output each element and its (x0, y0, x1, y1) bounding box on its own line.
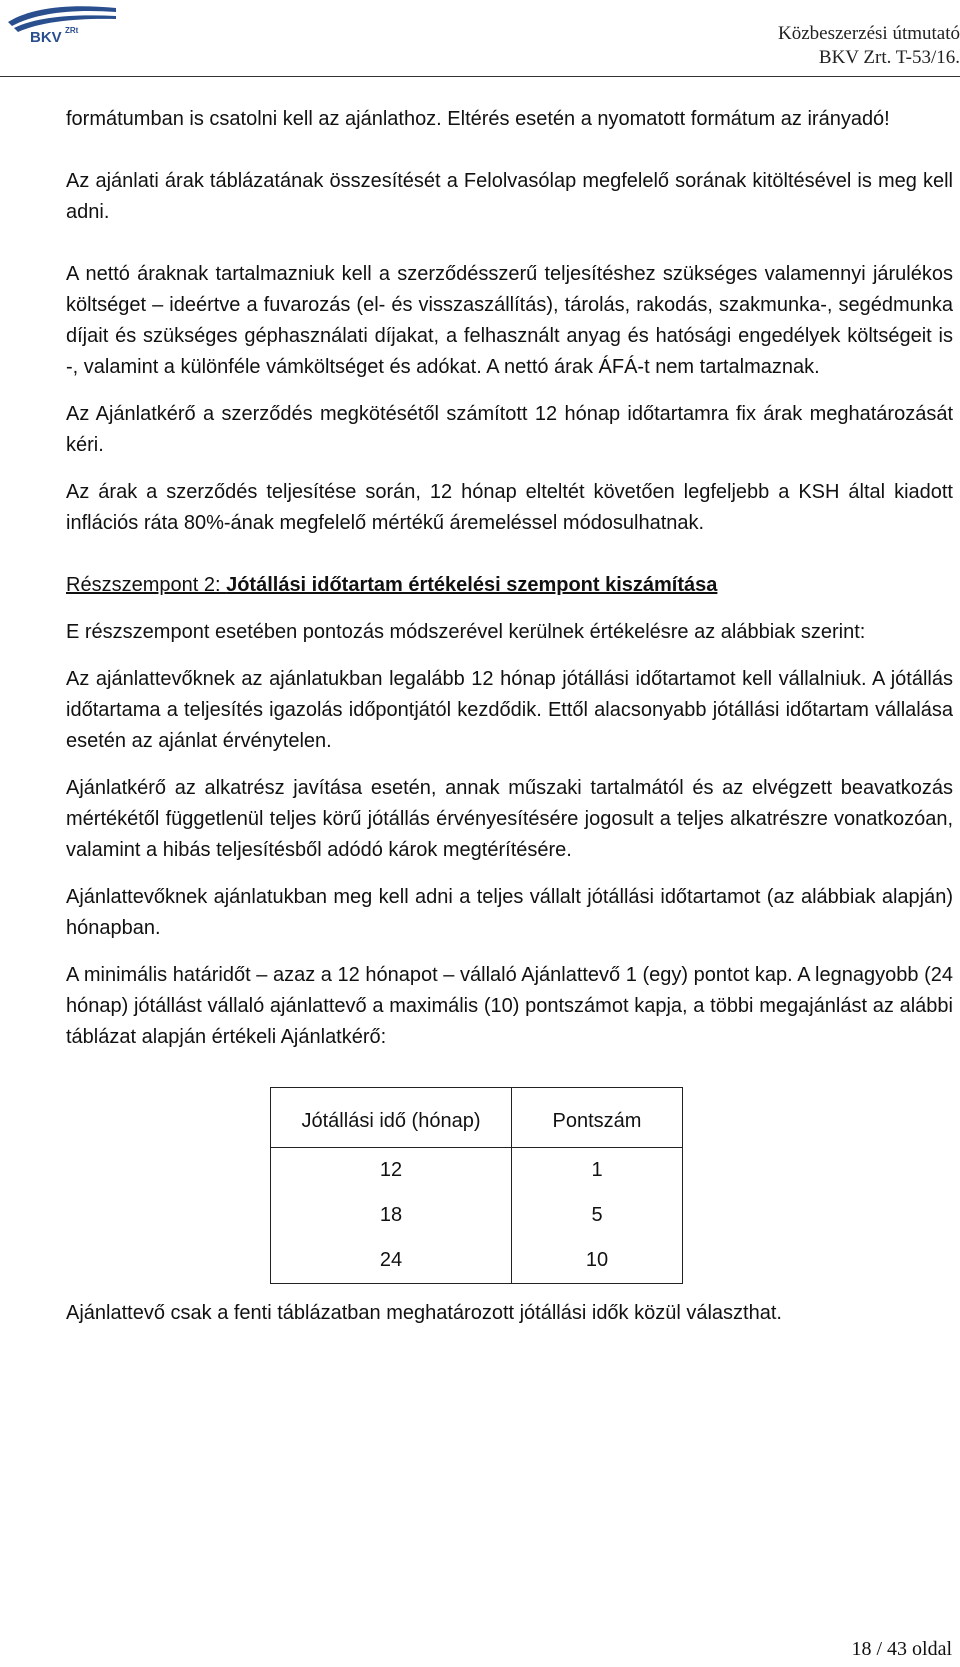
table-cell: 10 (512, 1238, 683, 1284)
table-cell: 24 (271, 1238, 512, 1284)
paragraph: Az ajánlati árak táblázatának összesítését a Felolvasólap megfelelő sorának kitöltésével is meg kell adni. (66, 170, 953, 223)
doc-code: BKV Zrt. T-53/16. (818, 47, 960, 68)
paragraph: Az ajánlattevőknek az ajánlatukban legalább 12 hónap jótállási időtartamot kell vállalniuk. A jótállás időtartama a teljesítés igazolás időpontjától kezdődik. Ettől alacsonyabb jótállási időtartam vállalása esetén az ajánlat érvénytelen. (66, 668, 953, 752)
table-row (271, 1148, 683, 1194)
paragraph: E részszempont esetében pontozás módszerével kerülnek értékelésre az alábbiak szerint: (66, 621, 866, 643)
page-number: 18 / 43 oldal (851, 1638, 952, 1660)
table-header-row (271, 1088, 683, 1148)
page-header (0, 0, 960, 80)
table-header-cell: Jótállási idő (hónap) (271, 1088, 512, 1148)
logo-text: BKV (30, 29, 62, 46)
table-cell: 1 (512, 1148, 683, 1194)
paragraph: Az Ajánlatkérő a szerződés megkötésétől számított 12 hónap időtartamra fix árak meghatározását kéri. (66, 403, 953, 456)
paragraph: Ajánlattevő csak a fenti táblázatban meghatározott jótállási idők közül választhat. (66, 1302, 782, 1324)
doc-title: Közbeszerzési útmutató (777, 23, 960, 44)
logo-superscript: ZRt (65, 26, 79, 35)
table-header-cell: Pontszám (512, 1088, 683, 1148)
paragraph: A minimális határidőt – azaz a 12 hónapot – vállaló Ajánlattevő 1 (egy) pontot kap. A legnagyobb (24 hónap) jótállást vállaló ajánlattevő a maximális (10) pontszámot kapja, a többi megajánlást az alábbi táblázat alapján értékeli Ajánlatkérő: (66, 964, 953, 1048)
paragraph: formátumban is csatolni kell az ajánlathoz. Eltérés esetén a nyomatott formátum az irányadó! (66, 108, 890, 130)
warranty-score-table (270, 1087, 683, 1284)
heading-title: Jótállási időtartam értékelési szempont kiszámítása (226, 574, 718, 596)
table-cell: 12 (271, 1148, 512, 1194)
paragraph: Az árak a szerződés teljesítése során, 12 hónap elteltét követően legfeljebb a KSH által kiadott inflációs ráta 80%-ának megfelelő mértékű áremeléssel módosulhatnak. (66, 481, 953, 534)
table-row (271, 1193, 683, 1238)
document-body (66, 104, 953, 1329)
paragraph: A nettó áraknak tartalmazniuk kell a szerződésszerű teljesítéshez szükséges valamennyi járulékos költséget – ideértve a fuvarozás (el- és visszaszállítás), tárolás, rakodás, szakmunka-, segédmunka díjait és szükséges géphasználati díjakat, a felhasznált anyag és hatósági engedélyek költségeit is -, valamint a különféle vámköltséget és adókat. A nettó árak ÁFÁ-t nem tartalmaznak. (66, 263, 953, 378)
bkv-logo (4, 2, 120, 46)
paragraph: Ajánlattevőknek ajánlatukban meg kell adni a teljes vállalt jótállási időtartamot (az alábbiak alapján) hónapban. (66, 886, 953, 939)
section-heading (66, 570, 953, 601)
paragraph: Ajánlatkérő az alkatrész javítása esetén, annak műszaki tartalmától és az elvégzett beavatkozás mértékétől függetlenül teljes körű jótállás érvényesítésére jogosult a teljes alkatrészre vonatkozóan, valamint a hibás teljesítésből adódó károk megtérítésére. (66, 777, 953, 861)
table-row (271, 1238, 683, 1284)
header-divider (0, 76, 960, 77)
table-cell: 18 (271, 1193, 512, 1238)
heading-label: Részszempont 2: (66, 574, 227, 596)
table-cell: 5 (512, 1193, 683, 1238)
header-doc-info (600, 22, 960, 70)
